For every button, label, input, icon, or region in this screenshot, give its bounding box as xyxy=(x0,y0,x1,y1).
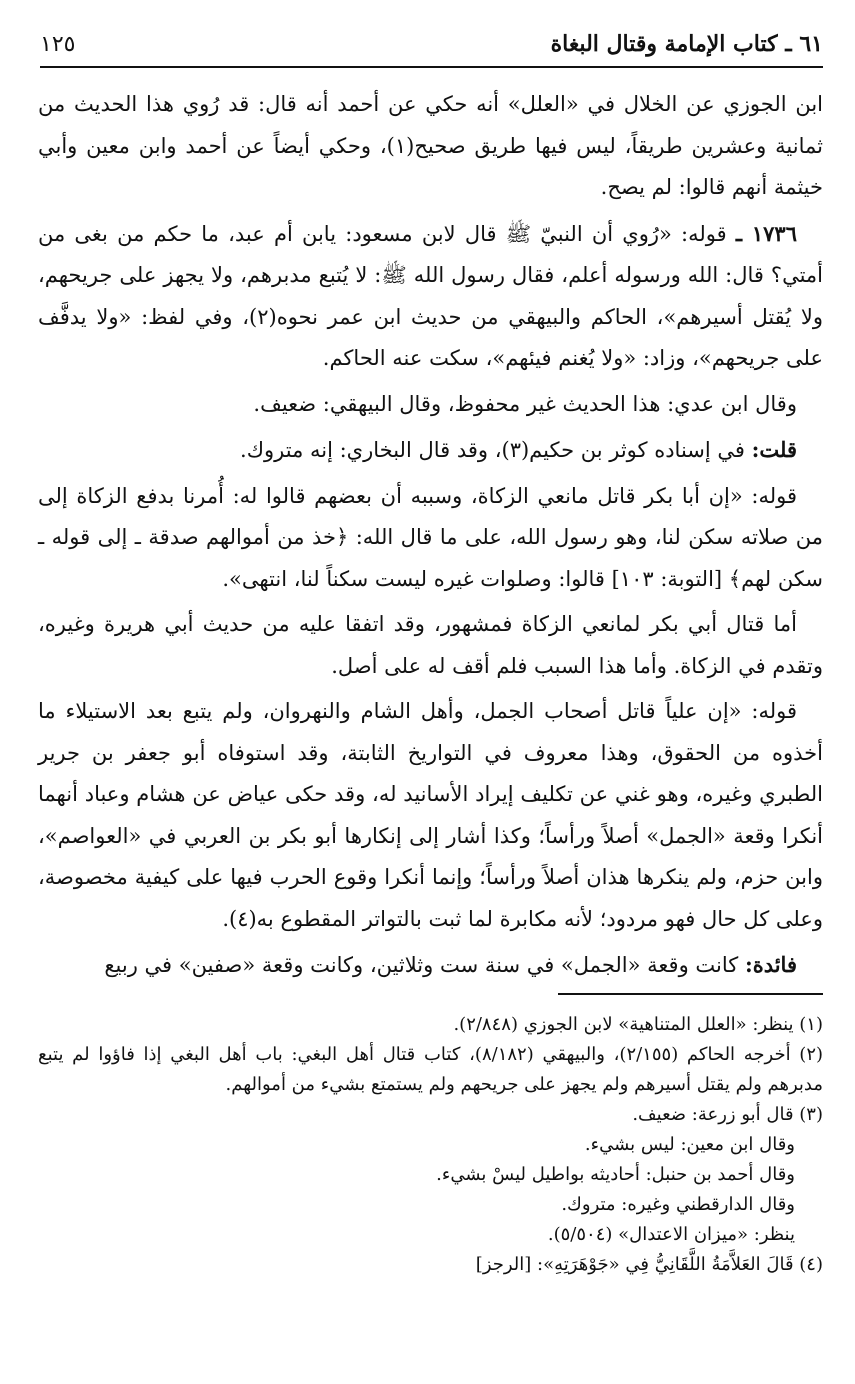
footnote-divider xyxy=(558,993,823,995)
footnote-1: (١) ينظر: «العلل المتناهية» لابن الجوزي (٢/٨٤٨). xyxy=(453,1014,823,1035)
footnote-3: (٣) قال أبو زرعة: ضعيف. xyxy=(632,1104,823,1125)
chapter-title: ٦١ ـ كتاب الإمامة وقتال البغاة xyxy=(550,31,823,57)
footnotes xyxy=(38,1010,823,1280)
footnote-2: (٢) أخرجه الحاكم (٢/١٥٥)، والبيهقي (٨/١٨٢)، كتاب قتال أهل البغي: باب أهل البغي إذا فاؤوا لم يتبع مدبرهم ولم يقتل أسيرهم ولم يجهز على جريحهم ولم يستمتع بشيء من أموالهم. xyxy=(38,1044,824,1095)
paragraph-2-text: قوله: «رُوي أن النبيّ ﷺ قال لابن مسعود: يابن أم عبد، ما حكم من بغى من أمتي؟ قال: الله ورسوله أعلم، فقال رسول الله ﷺ: لا يُتبع مدبرهم، ولا يجهز على جريحهم، ولا يُقتل أسيرهم»، الحاكم والبيهقي من حديث ابن عمر نحوه(٢)، وفي لفظ: «ولا يدفَّف على جريحهم»، وزاد: «ولا يُغنم فيئهم»، سكت عنه الحاكم. xyxy=(38,221,823,370)
footnote-3-line-a: وقال ابن معين: ليس بشيء. xyxy=(584,1134,795,1155)
page-number: ١٢٥ xyxy=(40,31,76,57)
hadith-number: ١٧٣٦ ـ xyxy=(735,220,797,246)
footnote-3-line-b: وقال أحمد بن حنبل: أحاديثه بواطيل ليسْ بشيء. xyxy=(436,1164,795,1185)
footnote-3-line-d: ينظر: «ميزان الاعتدال» (٥/٥٠٤). xyxy=(547,1224,795,1245)
faida-label: فائدة: xyxy=(744,952,797,977)
footnote-4: (٤) قَالَ العَلاَّمَةُ اللَّقَانِيُّ فِي «جَوْهَرَتِهِ»: [الرجز] xyxy=(475,1254,823,1275)
paragraph-4-text: في إسناده كوثر بن حكيم(٣)، وقد قال البخاري: إنه متروك. xyxy=(240,438,745,462)
paragraph-1: ابن الجوزي عن الخلال في «العلل» أنه حكي عن أحمد أنه قال: قد رُوي هذا الحديث من ثمانية وعشرين طريقاً، ليس فيها طريق صحيح(١)، وحكي أيضاً عن أحمد وابن معين وأبي خيثمة أنهم قالوا: لم يصح. xyxy=(38,92,823,199)
qultu-label: قلت: xyxy=(751,437,797,462)
paragraph-6: أما قتال أبي بكر لمانعي الزكاة فمشهور، وقد اتفقا عليه من حديث أبي هريرة وغيره، وتقدم في الزكاة. وأما هذا السبب فلم أقف له على أصل. xyxy=(38,612,823,678)
paragraph-8 xyxy=(38,944,823,987)
footnote-3-line-c: وقال الدارقطني وغيره: متروك. xyxy=(561,1194,795,1215)
paragraph-2 xyxy=(38,213,823,380)
paragraph-8-text: كانت وقعة «الجمل» في سنة ست وثلاثين، وكانت وقعة «صفين» في ربيع xyxy=(104,953,739,977)
paragraph-5: قوله: «إن أبا بكر قاتل مانعي الزكاة، وسببه أن بعضهم قالوا له: أُمرنا بدفع الزكاة إلى من صلاته سكن لنا، وهو رسول الله، على ما قال الله: ﴿خذ من أموالهم صدقة ـ إلى قوله ـ سكن لهم﴾ [التوبة: ١٠٣] قالوا: وصلوات غيره ليست سكناً لنا، انتهى». xyxy=(38,483,823,591)
running-header xyxy=(40,22,823,68)
paragraph-4 xyxy=(38,429,823,472)
main-text xyxy=(38,84,823,991)
paragraph-3: وقال ابن عدي: هذا الحديث غير محفوظ، وقال البيهقي: ضعيف. xyxy=(253,391,797,416)
paragraph-7: قوله: «إن علياً قاتل أصحاب الجمل، وأهل الشام والنهروان، ولم يتبع بعد الاستيلاء ما أخذوه من الحقوق، وهذا معروف في التواريخ الثابتة، وقد استوفاه أبو جعفر بن جرير الطبري وغيره، وهو غني عن تكليف إيراد الأسانيد له، وقد حكى عياض عن هشام وعباد أنهما أنكرا وقعة «الجمل» أصلاً ورأساً؛ وكذا أشار إلى إنكارها أبو بكر بن العربي في «العواصم»، وابن حزم، ولم ينكرها هذان أصلاً ورأساً؛ وإنما أنكرا وقوع الحرب فيها على كيفية مخصوصة، وعلى كل حال فهو مردود؛ لأنه مكابرة لما ثبت بالتواتر المقطوع به(٤). xyxy=(38,699,823,931)
